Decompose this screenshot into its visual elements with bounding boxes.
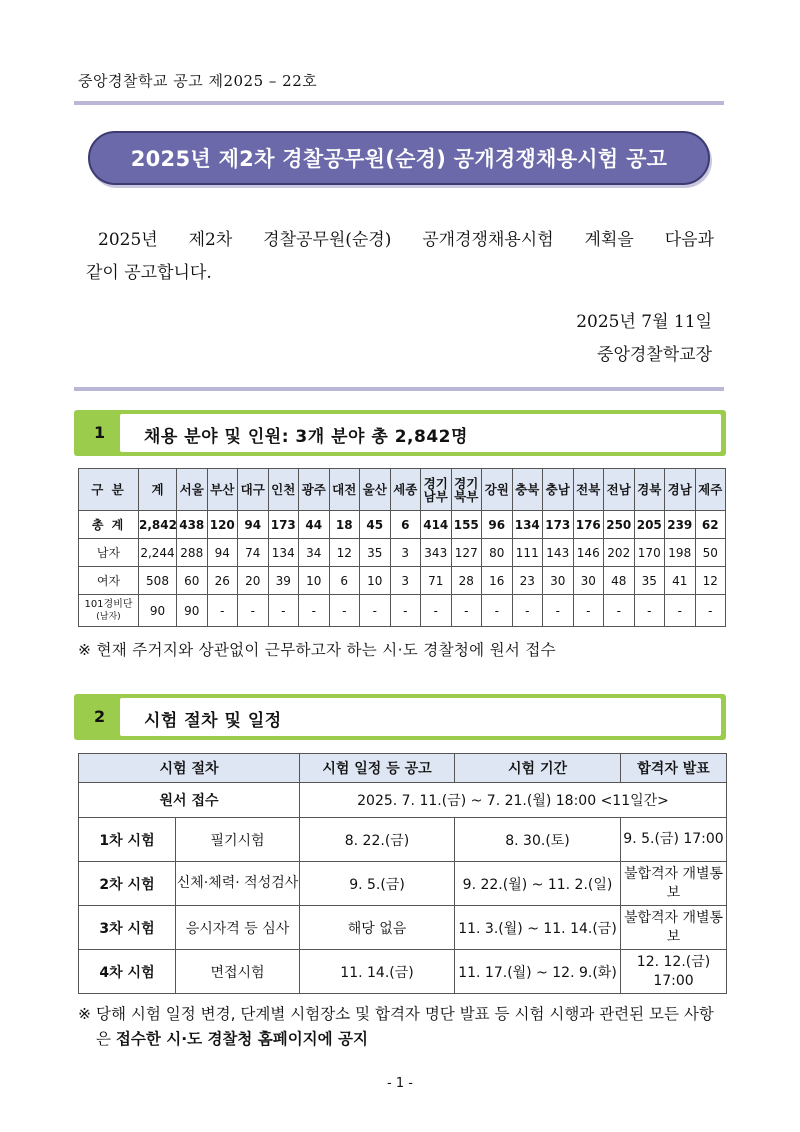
stage-notice: 해당 없음 bbox=[300, 906, 455, 950]
cell: - bbox=[421, 595, 452, 627]
cell: 111 bbox=[512, 539, 543, 567]
section-1-header bbox=[74, 410, 726, 456]
intro-word: 공개경쟁채용시험 bbox=[422, 230, 554, 250]
cell: 343 bbox=[421, 539, 452, 567]
stage-notice: 8. 22.(금) bbox=[300, 818, 455, 862]
cell: 18 bbox=[329, 511, 360, 539]
cell: - bbox=[573, 595, 604, 627]
section-number: 1 bbox=[94, 423, 106, 442]
cell: 127 bbox=[451, 539, 482, 567]
cell: - bbox=[634, 595, 665, 627]
cell: 176 bbox=[573, 511, 604, 539]
header-procedure: 시험 절차 bbox=[79, 754, 300, 783]
section-title: 시험 절차 및 일정 bbox=[144, 711, 282, 731]
cell: 41 bbox=[665, 567, 696, 595]
cell: 202 bbox=[604, 539, 635, 567]
region-header: 인천 bbox=[268, 469, 299, 511]
region-header: 대전 bbox=[329, 469, 360, 511]
stage-result: 불합격자 개별통보 bbox=[621, 862, 727, 906]
region-header: 충북 bbox=[512, 469, 543, 511]
stage-type: 신체·체력· 적성검사 bbox=[176, 862, 300, 906]
intro-word: 경찰공무원(순경) bbox=[263, 230, 392, 250]
cell: 26 bbox=[207, 567, 238, 595]
region-header: 경기북부 bbox=[451, 469, 482, 511]
cell: - bbox=[329, 595, 360, 627]
application-label: 원서 접수 bbox=[79, 783, 300, 818]
cell: 239 bbox=[665, 511, 696, 539]
cell: - bbox=[512, 595, 543, 627]
region-header: 울산 bbox=[360, 469, 391, 511]
section-title: 채용 분야 및 인원: 3개 분야 총 2,842명 bbox=[144, 427, 468, 447]
stage-result: 불합격자 개별통보 bbox=[621, 906, 727, 950]
cell: 34 bbox=[299, 539, 330, 567]
cell: 50 bbox=[695, 539, 726, 567]
cell: 3 bbox=[390, 567, 421, 595]
region-header: 서울 bbox=[177, 469, 208, 511]
cell: 96 bbox=[482, 511, 513, 539]
cell: 205 bbox=[634, 511, 665, 539]
region-header: 경기남부 bbox=[421, 469, 452, 511]
cell: 2,244 bbox=[139, 539, 177, 567]
cell: 508 bbox=[139, 567, 177, 595]
stage-period: 8. 30.(토) bbox=[455, 818, 621, 862]
region-header: 경북 bbox=[634, 469, 665, 511]
cell: - bbox=[604, 595, 635, 627]
cell: 198 bbox=[665, 539, 696, 567]
region-header: 경남 bbox=[665, 469, 696, 511]
cell: - bbox=[390, 595, 421, 627]
cell: 44 bbox=[299, 511, 330, 539]
table-row bbox=[79, 818, 727, 862]
table-header-row bbox=[79, 754, 727, 783]
intro-word: 계획을 bbox=[584, 230, 634, 250]
table-row bbox=[79, 595, 726, 627]
cell: 80 bbox=[482, 539, 513, 567]
table-row bbox=[79, 783, 727, 818]
table-row bbox=[79, 539, 726, 567]
cell: 39 bbox=[268, 567, 299, 595]
application-note: ※ 현재 주거지와 상관없이 근무하고자 하는 시·도 경찰청에 원서 접수 bbox=[78, 641, 556, 659]
cell: 45 bbox=[360, 511, 391, 539]
intro-line-1 bbox=[86, 224, 714, 257]
title-banner bbox=[88, 131, 710, 185]
cell: 2,842 bbox=[139, 511, 177, 539]
table-row bbox=[79, 950, 727, 994]
cell: - bbox=[299, 595, 330, 627]
row-label: 총 계 bbox=[79, 511, 139, 539]
stage-type: 필기시험 bbox=[176, 818, 300, 862]
row-label bbox=[79, 595, 139, 627]
cell: 3 bbox=[390, 539, 421, 567]
stage-period: 9. 22.(월) ~ 11. 2.(일) bbox=[455, 862, 621, 906]
cell: 414 bbox=[421, 511, 452, 539]
notice-date: 2025년 7월 11일 bbox=[576, 312, 712, 332]
cell: 62 bbox=[695, 511, 726, 539]
cell: 10 bbox=[360, 567, 391, 595]
cell: 48 bbox=[604, 567, 635, 595]
region-header: 전남 bbox=[604, 469, 635, 511]
stage-label: 4차 시험 bbox=[79, 950, 176, 994]
stage-notice: 9. 5.(금) bbox=[300, 862, 455, 906]
intro-line-2: 같이 공고합니다. bbox=[86, 263, 212, 283]
cell: - bbox=[695, 595, 726, 627]
intro-paragraph bbox=[86, 224, 726, 290]
cell: 71 bbox=[421, 567, 452, 595]
total-header: 계 bbox=[139, 469, 177, 511]
cell: 90 bbox=[177, 595, 208, 627]
cell: 20 bbox=[238, 567, 269, 595]
cell: 170 bbox=[634, 539, 665, 567]
intro-word: 다음과 bbox=[664, 230, 714, 250]
stage-type: 응시자격 등 심사 bbox=[176, 906, 300, 950]
note-mark: ※ bbox=[78, 1005, 91, 1023]
table-row bbox=[79, 511, 726, 539]
cell: 12 bbox=[329, 539, 360, 567]
cell: - bbox=[482, 595, 513, 627]
cell: 438 bbox=[177, 511, 208, 539]
cell: 134 bbox=[512, 511, 543, 539]
cell: 134 bbox=[268, 539, 299, 567]
cell: 35 bbox=[634, 567, 665, 595]
cell: - bbox=[543, 595, 574, 627]
cell: 173 bbox=[268, 511, 299, 539]
section-number: 2 bbox=[94, 707, 106, 726]
note-text: 당해 시험 일정 변경, 단계별 시험장소 및 합격자 명단 발표 등 시험 시행과 관련된 모든 사항은 bbox=[96, 1005, 714, 1048]
region-header: 광주 bbox=[299, 469, 330, 511]
cell: 90 bbox=[139, 595, 177, 627]
row-label-sub: (남자) bbox=[96, 611, 121, 622]
recruitment-table bbox=[78, 468, 726, 627]
region-header: 전북 bbox=[573, 469, 604, 511]
cell: - bbox=[451, 595, 482, 627]
cell: - bbox=[665, 595, 696, 627]
cell: 146 bbox=[573, 539, 604, 567]
page-title: 2025년 제2차 경찰공무원(순경) 공개경쟁채용시험 공고 bbox=[130, 147, 668, 171]
stage-period: 11. 17.(월) ~ 12. 9.(화) bbox=[455, 950, 621, 994]
stage-label: 2차 시험 bbox=[79, 862, 176, 906]
cell: 6 bbox=[329, 567, 360, 595]
cell: 94 bbox=[207, 539, 238, 567]
cell: 143 bbox=[543, 539, 574, 567]
note-body bbox=[78, 1002, 726, 1052]
intro-word: 제2차 bbox=[188, 230, 233, 250]
row-label: 남자 bbox=[79, 539, 139, 567]
header-result: 합격자 발표 bbox=[621, 754, 727, 783]
cell: 16 bbox=[482, 567, 513, 595]
table-header-row bbox=[79, 469, 726, 511]
stage-notice: 11. 14.(금) bbox=[300, 950, 455, 994]
region-header: 강원 bbox=[482, 469, 513, 511]
cell: 12 bbox=[695, 567, 726, 595]
stage-label: 3차 시험 bbox=[79, 906, 176, 950]
cell: 35 bbox=[360, 539, 391, 567]
schedule-note bbox=[78, 1002, 726, 1052]
divider-middle bbox=[74, 387, 724, 391]
application-period: 2025. 7. 11.(금) ~ 7. 21.(월) 18:00 <11일간> bbox=[300, 783, 727, 818]
region-header: 부산 bbox=[207, 469, 238, 511]
cell: 250 bbox=[604, 511, 635, 539]
stage-result: 9. 5.(금) 17:00 bbox=[621, 818, 727, 862]
section-2-header bbox=[74, 694, 726, 740]
region-header: 대구 bbox=[238, 469, 269, 511]
note-emphasis: 접수한 시·도 경찰청 홈페이지에 공지 bbox=[115, 1030, 368, 1048]
divider-top bbox=[74, 101, 724, 105]
table-row bbox=[79, 567, 726, 595]
row-label: 여자 bbox=[79, 567, 139, 595]
cell: 155 bbox=[451, 511, 482, 539]
region-header: 충남 bbox=[543, 469, 574, 511]
intro-word: 2025년 bbox=[98, 230, 158, 250]
cell: 94 bbox=[238, 511, 269, 539]
cell: 120 bbox=[207, 511, 238, 539]
row-label-main: 101경비단 bbox=[84, 598, 133, 610]
stage-result: 12. 12.(금) 17:00 bbox=[621, 950, 727, 994]
corner-header: 구 분 bbox=[79, 469, 139, 511]
page-number: - 1 - bbox=[387, 1076, 413, 1091]
header-period: 시험 기간 bbox=[455, 754, 621, 783]
cell: - bbox=[360, 595, 391, 627]
header-notice: 시험 일정 등 공고 bbox=[300, 754, 455, 783]
stage-label: 1차 시험 bbox=[79, 818, 176, 862]
cell: - bbox=[207, 595, 238, 627]
table-row bbox=[79, 906, 727, 950]
table-row bbox=[79, 862, 727, 906]
cell: 288 bbox=[177, 539, 208, 567]
cell: 23 bbox=[512, 567, 543, 595]
stage-type: 면접시험 bbox=[176, 950, 300, 994]
cell: - bbox=[238, 595, 269, 627]
cell: 173 bbox=[543, 511, 574, 539]
cell: 30 bbox=[573, 567, 604, 595]
region-header: 세종 bbox=[390, 469, 421, 511]
cell: - bbox=[268, 595, 299, 627]
issuer: 중앙경찰학교장 bbox=[597, 345, 712, 365]
cell: 28 bbox=[451, 567, 482, 595]
cell: 60 bbox=[177, 567, 208, 595]
cell: 30 bbox=[543, 567, 574, 595]
region-header: 제주 bbox=[695, 469, 726, 511]
cell: 74 bbox=[238, 539, 269, 567]
notice-number: 중앙경찰학교 공고 제2025 – 22호 bbox=[78, 72, 318, 90]
cell: 6 bbox=[390, 511, 421, 539]
stage-period: 11. 3.(월) ~ 11. 14.(금) bbox=[455, 906, 621, 950]
schedule-table bbox=[78, 753, 727, 994]
cell: 10 bbox=[299, 567, 330, 595]
